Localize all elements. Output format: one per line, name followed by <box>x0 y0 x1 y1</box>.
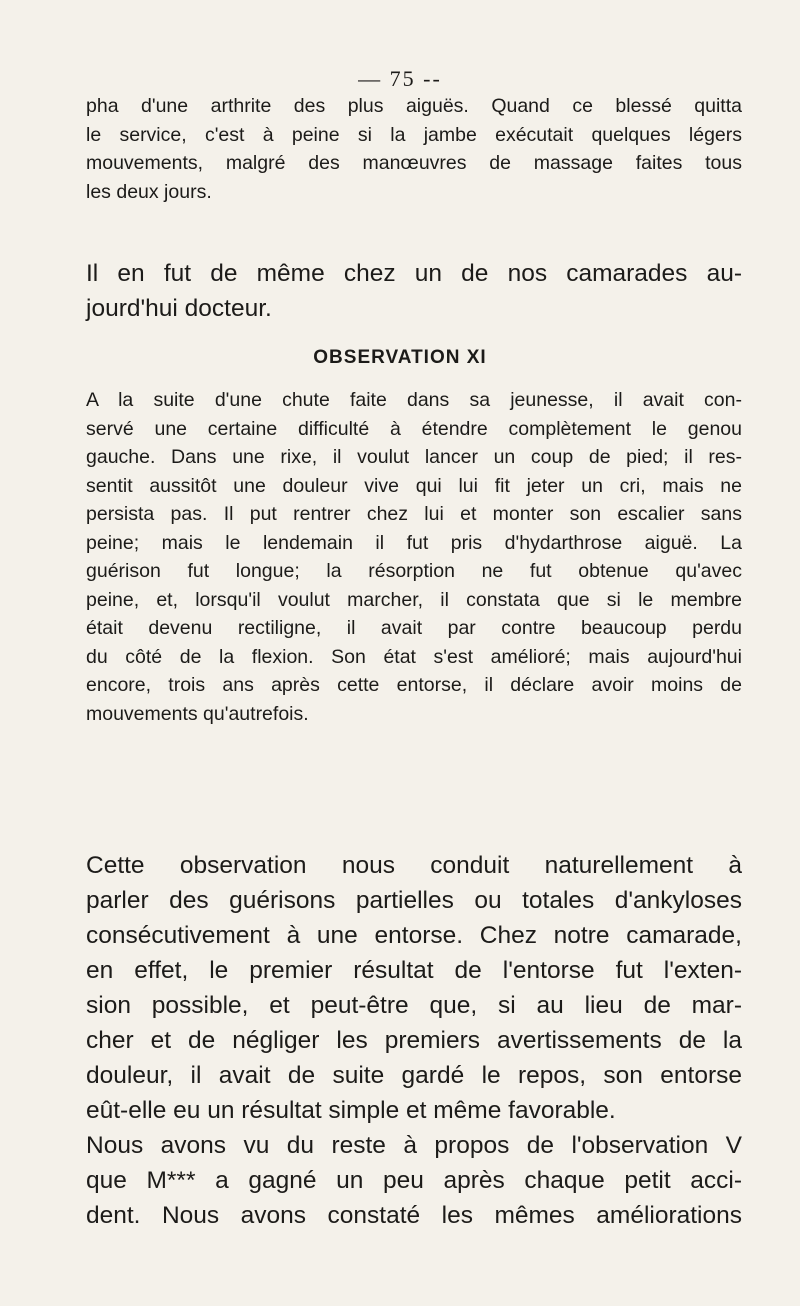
text-line: les deux jours. <box>86 180 212 203</box>
text-line: Il en fut de même chez un de nos camarades au- <box>86 260 742 287</box>
text-line: sentit aussitôt une douleur vive qui lui fit jeter un cri, mais ne <box>86 474 742 497</box>
text-line: guérison fut longue; la résorption ne fut obtenue qu'avec <box>86 560 742 582</box>
text-line: en effet, le premier résultat de l'entorse fut l'exten- <box>86 957 742 984</box>
text-line: pha d'une arthrite des plus aiguës. Quand ce blessé quitta <box>86 95 742 117</box>
text-line: parler des guérisons partielles ou totales d'ankyloses <box>86 887 742 914</box>
text-line: jourd'hui docteur. <box>86 295 272 322</box>
text-line: A la suite d'une chute faite dans sa jeunesse, il avait con- <box>86 389 742 411</box>
text-line: Nous avons vu du reste à propos de l'observation V <box>86 1132 742 1159</box>
text-line: du côté de la flexion. Son état s'est amélioré; mais aujourd'hui <box>86 645 742 668</box>
paragraph-observation-xi <box>86 386 742 728</box>
text-line: était devenu rectiligne, il avait par contre beaucoup perdu <box>86 617 742 639</box>
text-line: peine; mais le lendemain il fut pris d'hydarthrose aiguë. La <box>86 531 742 554</box>
text-line: peine, et, lorsqu'il voulut marcher, il constata que si le membre <box>86 588 742 611</box>
paragraph-ankyloses <box>86 848 742 1233</box>
text-line: Cette observation nous conduit naturellement à <box>86 852 742 879</box>
observation-heading: OBSERVATION XI <box>313 347 487 368</box>
text-line: douleur, il avait de suite gardé le repos, son entorse <box>86 1062 742 1089</box>
text-line: dent. Nous avons constaté les mêmes améliorations <box>86 1202 742 1229</box>
text-line: cher et de négliger les premiers avertissements de la <box>86 1027 742 1054</box>
text-line: mouvements, malgré des manœuvres de massage faites tous <box>86 152 742 174</box>
text-line: mouvements qu'autrefois. <box>86 702 309 725</box>
paragraph-arthrite <box>86 92 742 206</box>
text-line: sion possible, et peut-être que, si au lieu de mar- <box>86 992 742 1019</box>
text-line: servé une certaine difficulté à étendre complètement le genou <box>86 417 742 440</box>
text-line: consécutivement à une entorse. Chez notre camarade, <box>86 922 742 949</box>
paragraph-camarade <box>86 256 742 326</box>
text-line: eût-elle eu un résultat simple et même favorable. <box>86 1097 616 1124</box>
text-line: que M*** a gagné un peu après chaque petit acci- <box>86 1167 742 1194</box>
text-line: gauche. Dans une rixe, il voulut lancer un coup de pied; il res- <box>86 446 742 468</box>
text-line: persista pas. Il put rentrer chez lui et monter son escalier sans <box>86 503 742 525</box>
text-line: encore, trois ans après cette entorse, il déclare avoir moins de <box>86 674 742 696</box>
text-line: le service, c'est à peine si la jambe exécutait quelques légers <box>86 123 742 146</box>
page-number: — 75 -- <box>358 66 442 91</box>
